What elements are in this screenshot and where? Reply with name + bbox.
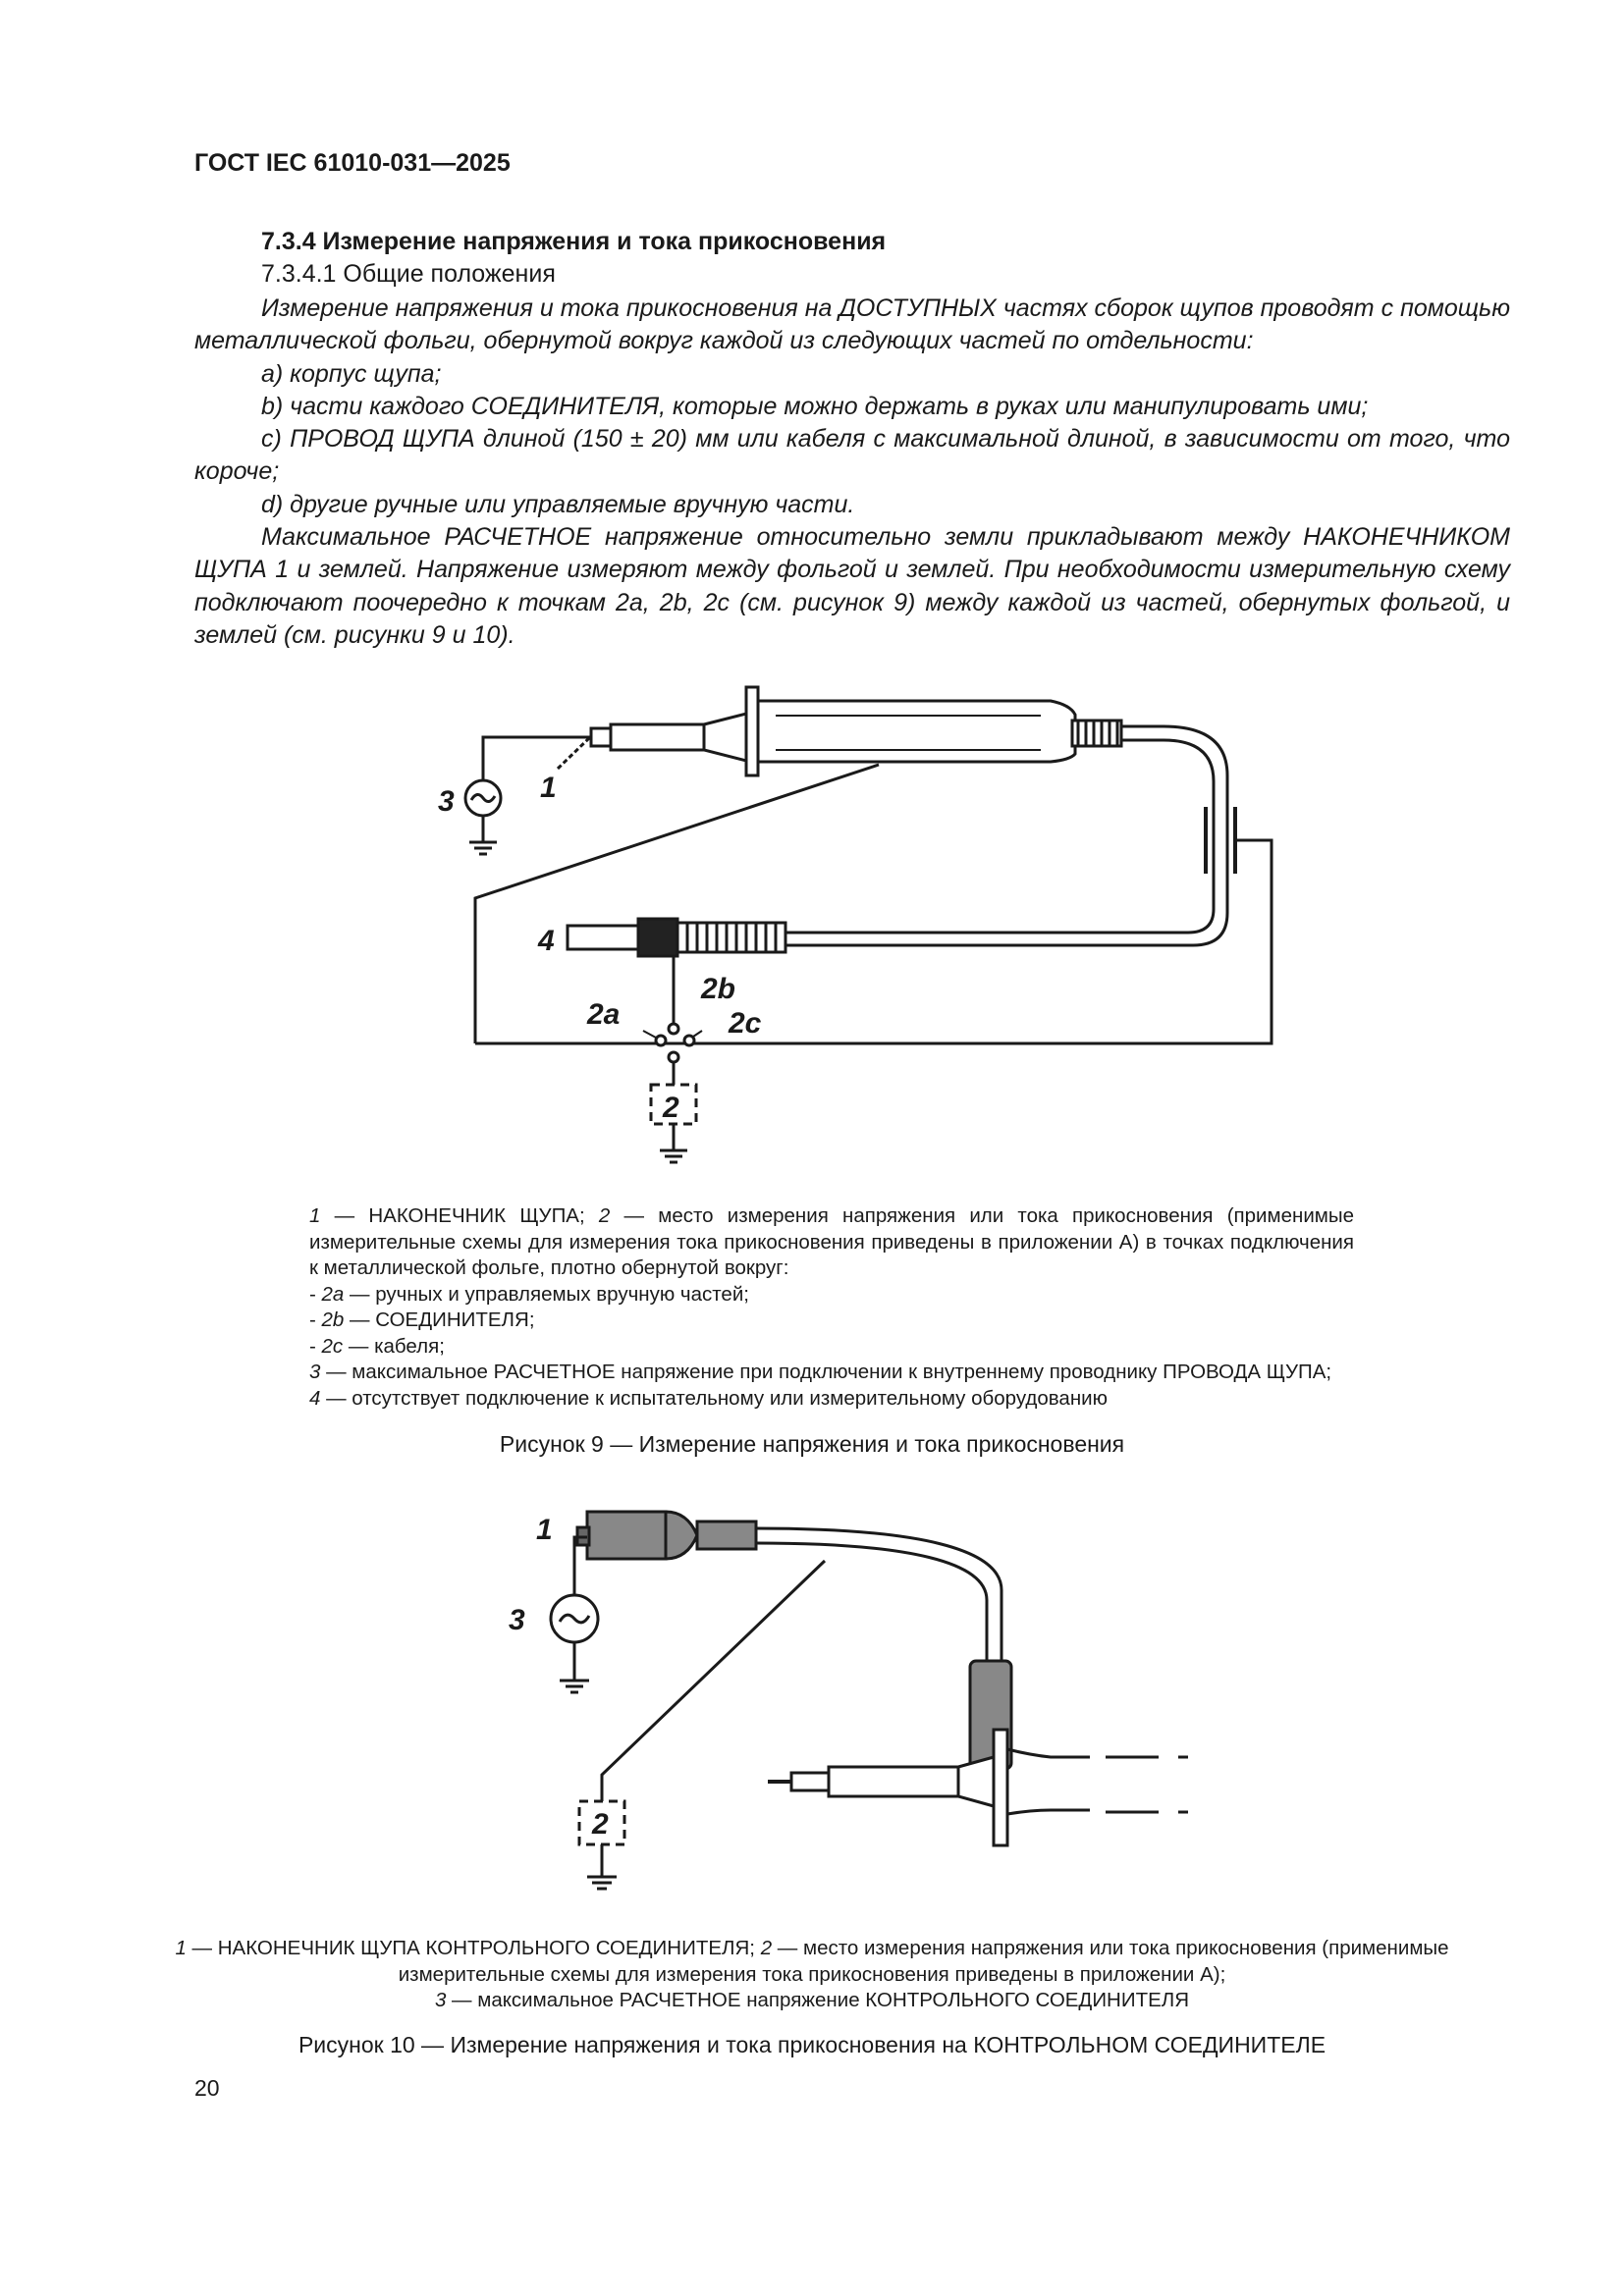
document-header: ГОСТ IEC 61010-031—2025 <box>194 149 511 177</box>
probe-cable-inner <box>785 740 1214 933</box>
finger-guard <box>746 687 758 775</box>
list-item-d: d) другие ручные или управляемые вручную части. <box>261 490 855 518</box>
legend-sub-2b: - 2b — СОЕДИНИТЕЛЯ; <box>309 1308 535 1331</box>
label-2: 2 <box>663 1092 679 1124</box>
section-title: 7.3.4 Измерение напряжения и тока прикосновения <box>261 228 887 255</box>
probe-shaft-2 <box>829 1767 958 1796</box>
legend-key-2: 2 <box>598 1204 611 1227</box>
legend-text-1: — НАКОНЕЧНИК ЩУПА; <box>320 1204 599 1227</box>
cable-inner <box>756 1543 987 1669</box>
probe-shaft <box>611 724 704 750</box>
label-2b: 2b <box>701 973 736 1005</box>
figure-9 <box>0 667 1624 1188</box>
legend-key-1: 1 <box>309 1204 321 1227</box>
list-item-b: b) части каждого СОЕДИНИТЕЛЯ, которые можно держать в руках или манипулировать ими; <box>261 392 1369 420</box>
point-2a <box>656 1036 666 1045</box>
figure-9-legend <box>309 1203 1354 1412</box>
figure-10-drawing <box>0 1492 1624 1924</box>
label-10-3: 3 <box>509 1604 525 1636</box>
measuring-loop-left <box>475 765 879 1043</box>
figure-10 <box>0 1492 1624 1924</box>
connector-neck <box>697 1522 756 1549</box>
figure-10-caption: Рисунок 10 — Измерение напряжения и тока прикосновения на КОНТРОЛЬНОМ СОЕДИНИТЕЛЕ <box>298 2032 1326 2057</box>
legend-item-3: 3 — максимальное РАСЧЕТНОЕ напряжение при подключении к внутреннему проводнику ПРОВОДА ЩУПА; <box>309 1361 1332 1383</box>
final-paragraph: Максимальное РАСЧЕТНОЕ напряжение относительно земли прикладывают между НАКОНЕЧНИКОМ ЩУПА 1 и землей. Напряжение измеряют между фольгой и землей. При необходимости измерительную схему подключают поочередно к точкам 2a, 2b, 2c (см. рисунок 9) между каждой из частей, обернутых фольгой, и землей (см. рисунки 9 и 10). <box>194 523 1510 649</box>
label-2a: 2a <box>587 998 621 1031</box>
leader-1 <box>558 738 589 769</box>
probe-taper <box>704 714 746 761</box>
connector-body <box>587 1512 666 1559</box>
body-text <box>194 293 1510 652</box>
intro-paragraph: Измерение напряжения и тока прикосновения на ДОСТУПНЫХ частях сборок щупов проводят с помощью металлической фольги, обернутой вокруг каждой из следующих частей по отдельности: <box>194 294 1510 355</box>
legend-sub-2a: - 2a — ручных и управляемых вручную частей; <box>309 1282 749 1306</box>
figure-9-drawing <box>0 667 1624 1188</box>
label-10-1: 1 <box>536 1514 553 1546</box>
legend-text-2: — место измерения напряжения или тока прикосновения (применимые измерительные схемы для измерения тока прикосновения приведены в приложении А) в точках подключения к металлической фольге, плотно обернутой вокруг: <box>309 1204 1354 1279</box>
measuring-line-10 <box>602 1561 825 1801</box>
probe-tip-collar <box>591 728 611 746</box>
label-2c: 2c <box>729 1007 762 1040</box>
probe-strain-relief <box>1072 721 1121 746</box>
connector-grip <box>638 919 677 956</box>
label-3: 3 <box>438 785 455 818</box>
connector-strain-relief <box>677 923 785 952</box>
finger-guard-2 <box>994 1730 1007 1845</box>
probe-body <box>758 701 1075 762</box>
figure-9-caption: Рисунок 9 — Измерение напряжения и тока прикосновения <box>499 1431 1125 1457</box>
point-2b <box>669 1024 678 1034</box>
list-item-c: c) ПРОВОД ЩУПА длиной (150 ± 20) мм или кабеля с максимальной длиной, в зависимости от того, что короче; <box>194 425 1510 486</box>
connector-plug <box>568 926 638 949</box>
subsection-title: 7.3.4.1 Общие положения <box>261 260 556 288</box>
legend10-line: 1 — НАКОНЕЧНИК ЩУПА КОНТРОЛЬНОГО СОЕДИНИТЕЛЯ; 2 — место измерения напряжения или тока прикосновения (применимые измерительные схемы для измерения тока прикосновения приведены в приложении А); <box>175 1937 1449 1986</box>
list-item-a: a) корпус щупа; <box>261 359 442 388</box>
label-10-2: 2 <box>592 1808 609 1841</box>
label-4: 4 <box>538 925 555 957</box>
point-2c <box>684 1036 694 1045</box>
legend-item-4: 4 — отсутствует подключение к испытательному или измерительному оборудованию <box>309 1386 1108 1410</box>
figure-10-legend <box>147 1936 1477 2014</box>
legend10-line-3: 3 — максимальное РАСЧЕТНОЕ напряжение КОНТРОЛЬНОГО СОЕДИНИТЕЛЯ <box>434 1989 1190 2011</box>
legend-sub-2c: - 2c — кабеля; <box>309 1334 445 1358</box>
page-number: 20 <box>194 2075 220 2101</box>
switch-common <box>669 1052 678 1062</box>
label-1: 1 <box>540 772 557 804</box>
